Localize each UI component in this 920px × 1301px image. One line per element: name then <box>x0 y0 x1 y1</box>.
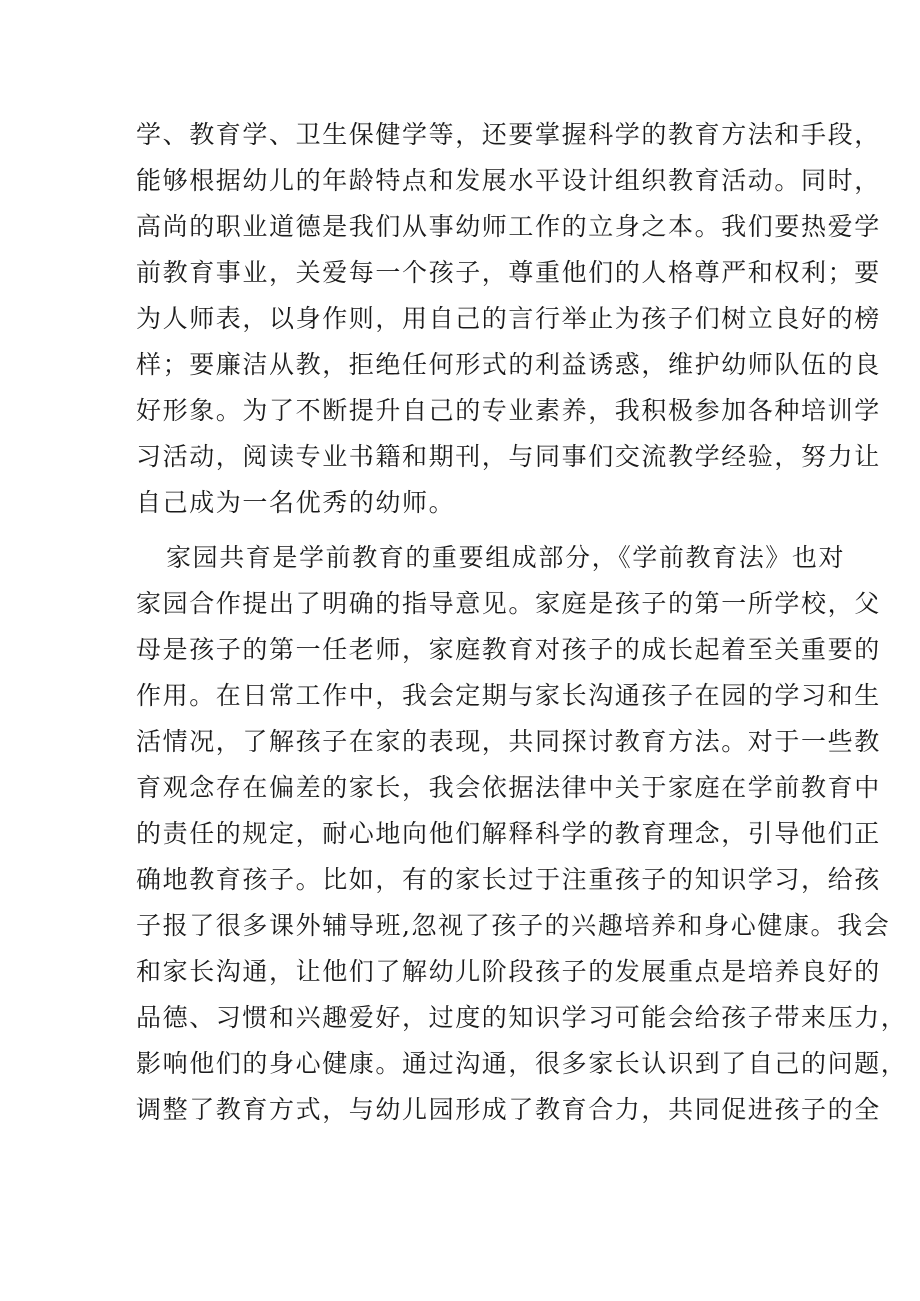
text-line: 自己成为一名优秀的幼师。 <box>136 488 456 517</box>
paragraph-spacer <box>136 526 796 535</box>
text-line: 习活动，阅读专业书籍和期刊，与同事们交流教学经验，努力让 <box>136 442 881 471</box>
text-line: 前教育事业，关爱每一个孩子，尊重他们的人格尊严和权利；要 <box>136 258 881 287</box>
text-line: 子报了很多课外辅导班,忽视了孩子的兴趣培养和身心健康。我会 <box>136 911 891 940</box>
paragraph-2 <box>136 535 908 1133</box>
text-line: 家园共育是学前教育的重要组成部分，《学前教育法》也对 <box>166 543 846 572</box>
text-line: 作用。在日常工作中，我会定期与家长沟通孩子在园的学习和生 <box>136 681 881 710</box>
text-line: 能够根据幼儿的年龄特点和发展水平设计组织教育活动。同时， <box>136 166 881 195</box>
text-line: 的责任的规定，耐心地向他们解释科学的教育理念，引导他们正 <box>136 819 881 848</box>
text-line: 好形象。为了不断提升自己的专业素养，我积极参加各种培训学 <box>136 396 881 425</box>
text-line: 和家长沟通，让他们了解幼儿阶段孩子的发展重点是培养良好的 <box>136 957 881 986</box>
text-line: 确地教育孩子。比如，有的家长过于注重孩子的知识学习，给孩 <box>136 865 881 894</box>
text-line: 品德、习惯和兴趣爱好，过度的知识学习可能会给孩子带来压力， <box>136 1003 908 1032</box>
document-body <box>136 112 908 1133</box>
text-line: 影响他们的身心健康。通过沟通，很多家长认识到了自己的问题， <box>136 1049 908 1078</box>
text-line: 学、教育学、卫生保健学等，还要掌握科学的教育方法和手段， <box>136 120 881 149</box>
text-line: 高尚的职业道德是我们从事幼师工作的立身之本。我们要热爱学 <box>136 212 881 241</box>
text-line: 育观念存在偏差的家长，我会依据法律中关于家庭在学前教育中 <box>136 773 881 802</box>
paragraph-1 <box>136 112 881 526</box>
text-line: 调整了教育方式，与幼儿园形成了教育合力，共同促进孩子的全 <box>136 1095 881 1124</box>
text-line: 为人师表，以身作则，用自己的言行举止为孩子们树立良好的榜 <box>136 304 881 333</box>
text-line: 家园合作提出了明确的指导意见。家庭是孩子的第一所学校，父 <box>136 589 881 618</box>
text-line: 活情况，了解孩子在家的表现，共同探讨教育方法。对于一些教 <box>136 727 881 756</box>
text-line: 母是孩子的第一任老师，家庭教育对孩子的成长起着至关重要的 <box>136 635 881 664</box>
text-line: 样；要廉洁从教，拒绝任何形式的利益诱惑，维护幼师队伍的良 <box>136 350 881 379</box>
